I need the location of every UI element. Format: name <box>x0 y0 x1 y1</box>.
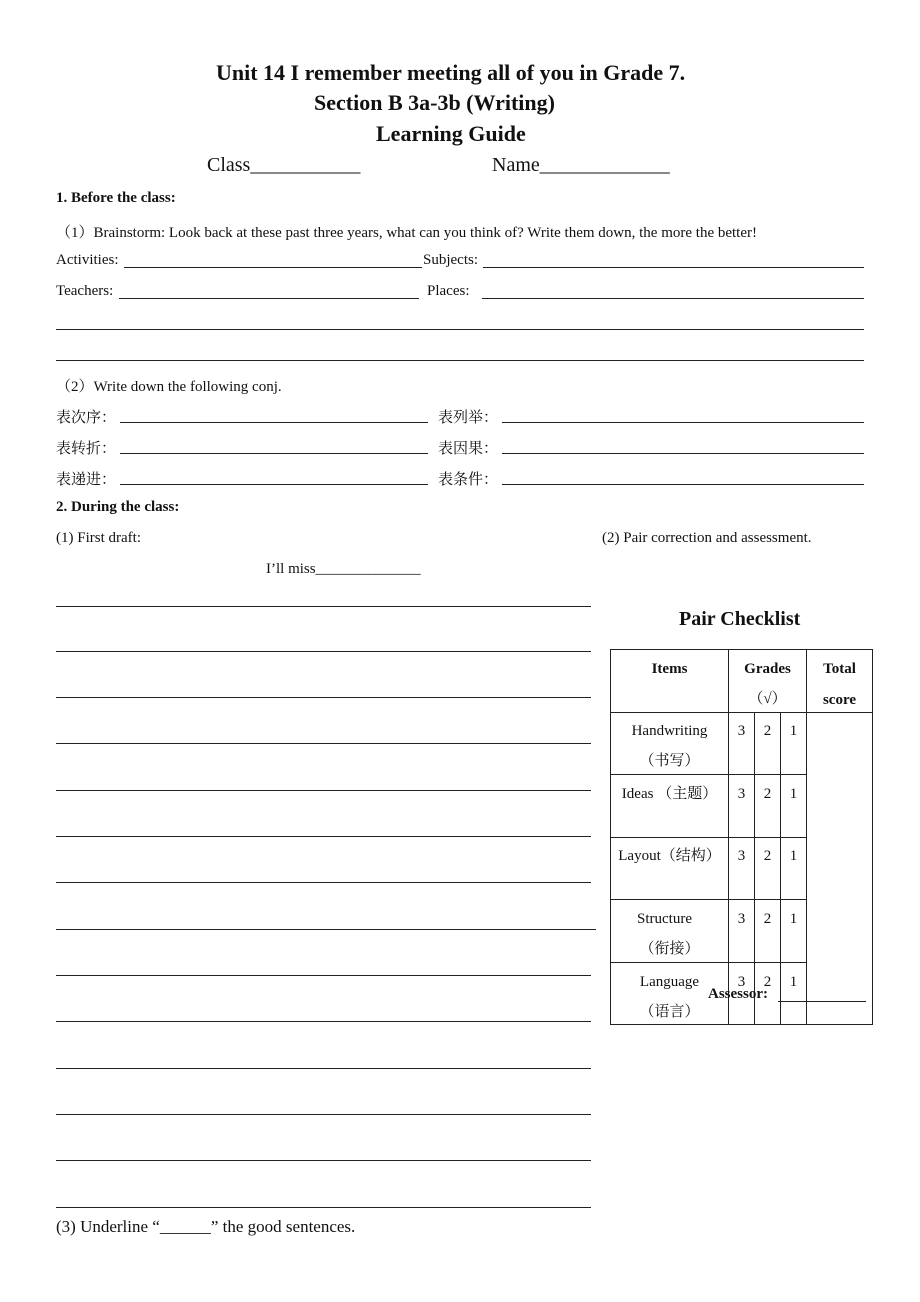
conj-list-label: 表列举： <box>438 410 499 426</box>
conj-contrast-blank[interactable] <box>120 453 428 454</box>
page-title: Unit 14 I remember meeting all of you in Grade 7. <box>216 60 686 85</box>
col-total: Total <box>823 661 856 677</box>
grade-2-option[interactable]: 2 <box>763 974 772 990</box>
grade-1-option[interactable]: 1 <box>789 786 798 802</box>
draft-line[interactable] <box>56 975 591 976</box>
conj-condition-blank[interactable] <box>502 484 864 485</box>
conj-progression-label: 表递进： <box>56 472 117 488</box>
draft-line[interactable] <box>56 1021 591 1022</box>
conj-list-blank[interactable] <box>502 422 864 423</box>
name-label: Name <box>492 154 540 176</box>
writing-line[interactable] <box>56 329 864 330</box>
activities-label: Activities: <box>56 252 119 268</box>
grade-1-option[interactable]: 1 <box>789 974 798 990</box>
writing-line[interactable] <box>56 360 864 361</box>
class-field[interactable] <box>207 154 360 177</box>
grade-2-option[interactable]: 2 <box>763 848 772 864</box>
draft-line[interactable] <box>56 743 591 744</box>
checklist-item: Layout（结构） <box>618 848 721 864</box>
teachers-blank[interactable] <box>119 298 419 299</box>
draft-line[interactable] <box>56 1114 591 1115</box>
assessor-blank[interactable] <box>778 1001 866 1002</box>
grade-1-option[interactable]: 1 <box>789 848 798 864</box>
checklist-item: Handwriting <box>631 723 708 739</box>
name-field[interactable] <box>492 154 670 177</box>
checklist-item-cn: （语言） <box>639 1004 700 1020</box>
checklist-item-cn: （衔接） <box>639 941 700 957</box>
draft-line[interactable] <box>56 1068 591 1069</box>
class-blank[interactable]: ___________ <box>250 154 361 176</box>
checklist-item: Ideas （主题） <box>621 786 718 802</box>
draft-line[interactable] <box>56 606 591 607</box>
conj-contrast-label: 表转折： <box>56 441 117 457</box>
grade-1-option[interactable]: 1 <box>789 723 798 739</box>
draft-line[interactable] <box>56 651 591 652</box>
grade-3-option[interactable]: 3 <box>737 911 746 927</box>
draft-line[interactable] <box>56 882 591 883</box>
draft-line[interactable] <box>56 929 596 930</box>
underline-note: (3) Underline “______” the good sentences. <box>56 1217 356 1236</box>
grade-3-option[interactable]: 3 <box>737 974 746 990</box>
teachers-label: Teachers: <box>56 283 114 299</box>
grade-2-option[interactable]: 2 <box>763 911 772 927</box>
conj-prompt: （2）Write down the following conj. <box>56 379 282 395</box>
class-label: Class <box>207 154 251 176</box>
draft-line[interactable] <box>56 1160 591 1161</box>
grade-1-option[interactable]: 1 <box>789 911 798 927</box>
conj-order-label: 表次序： <box>56 410 117 426</box>
col-grades: Grades <box>744 661 791 677</box>
section-title: Section B 3a-3b (Writing) <box>314 90 555 115</box>
draft-line[interactable] <box>56 1207 591 1208</box>
col-items: Items <box>651 661 688 677</box>
pair-correction-label: (2) Pair correction and assessment. <box>602 530 812 546</box>
conj-order-blank[interactable] <box>120 422 428 423</box>
first-draft-label: (1) First draft: <box>56 530 141 546</box>
grade-2-option[interactable]: 2 <box>763 786 772 802</box>
brainstorm-prompt: （1）Brainstorm: Look back at these past three years, what can you think of? Write them down, the more the better! <box>56 225 757 241</box>
name-blank[interactable]: _____________ <box>539 154 670 176</box>
col-grades-mark: （√） <box>748 691 787 707</box>
subjects-label: Subjects: <box>423 252 478 268</box>
total-score-cell[interactable] <box>807 713 872 1023</box>
grade-3-option[interactable]: 3 <box>737 786 746 802</box>
checklist-item: Structure <box>637 911 692 927</box>
conj-cause-label: 表因果： <box>438 441 499 457</box>
subjects-blank[interactable] <box>483 267 864 268</box>
grade-3-option[interactable]: 3 <box>737 723 746 739</box>
miss-prefix: I’ll miss <box>266 561 316 577</box>
before-class-heading: 1. Before the class: <box>56 190 176 206</box>
conj-progression-blank[interactable] <box>120 484 428 485</box>
places-blank[interactable] <box>482 298 864 299</box>
places-label: Places: <box>427 283 470 299</box>
draft-line[interactable] <box>56 697 591 698</box>
miss-blank[interactable]: ______________ <box>315 561 421 577</box>
grade-2-option[interactable]: 2 <box>763 723 772 739</box>
conj-cause-blank[interactable] <box>502 453 864 454</box>
draft-line[interactable] <box>56 790 591 791</box>
conj-condition-label: 表条件： <box>438 472 499 488</box>
checklist-title: Pair Checklist <box>679 608 801 630</box>
assessor-label: Assessor: <box>708 986 768 1002</box>
checklist-item: Language <box>639 974 700 990</box>
activities-blank[interactable] <box>124 267 422 268</box>
during-class-heading: 2. During the class: <box>56 499 180 515</box>
grade-3-option[interactable]: 3 <box>737 848 746 864</box>
draft-line[interactable] <box>56 836 591 837</box>
guide-title: Learning Guide <box>376 121 526 146</box>
miss-prompt[interactable] <box>266 561 421 578</box>
col-total-score: score <box>822 692 857 708</box>
checklist-item-cn: （书写） <box>639 753 700 769</box>
